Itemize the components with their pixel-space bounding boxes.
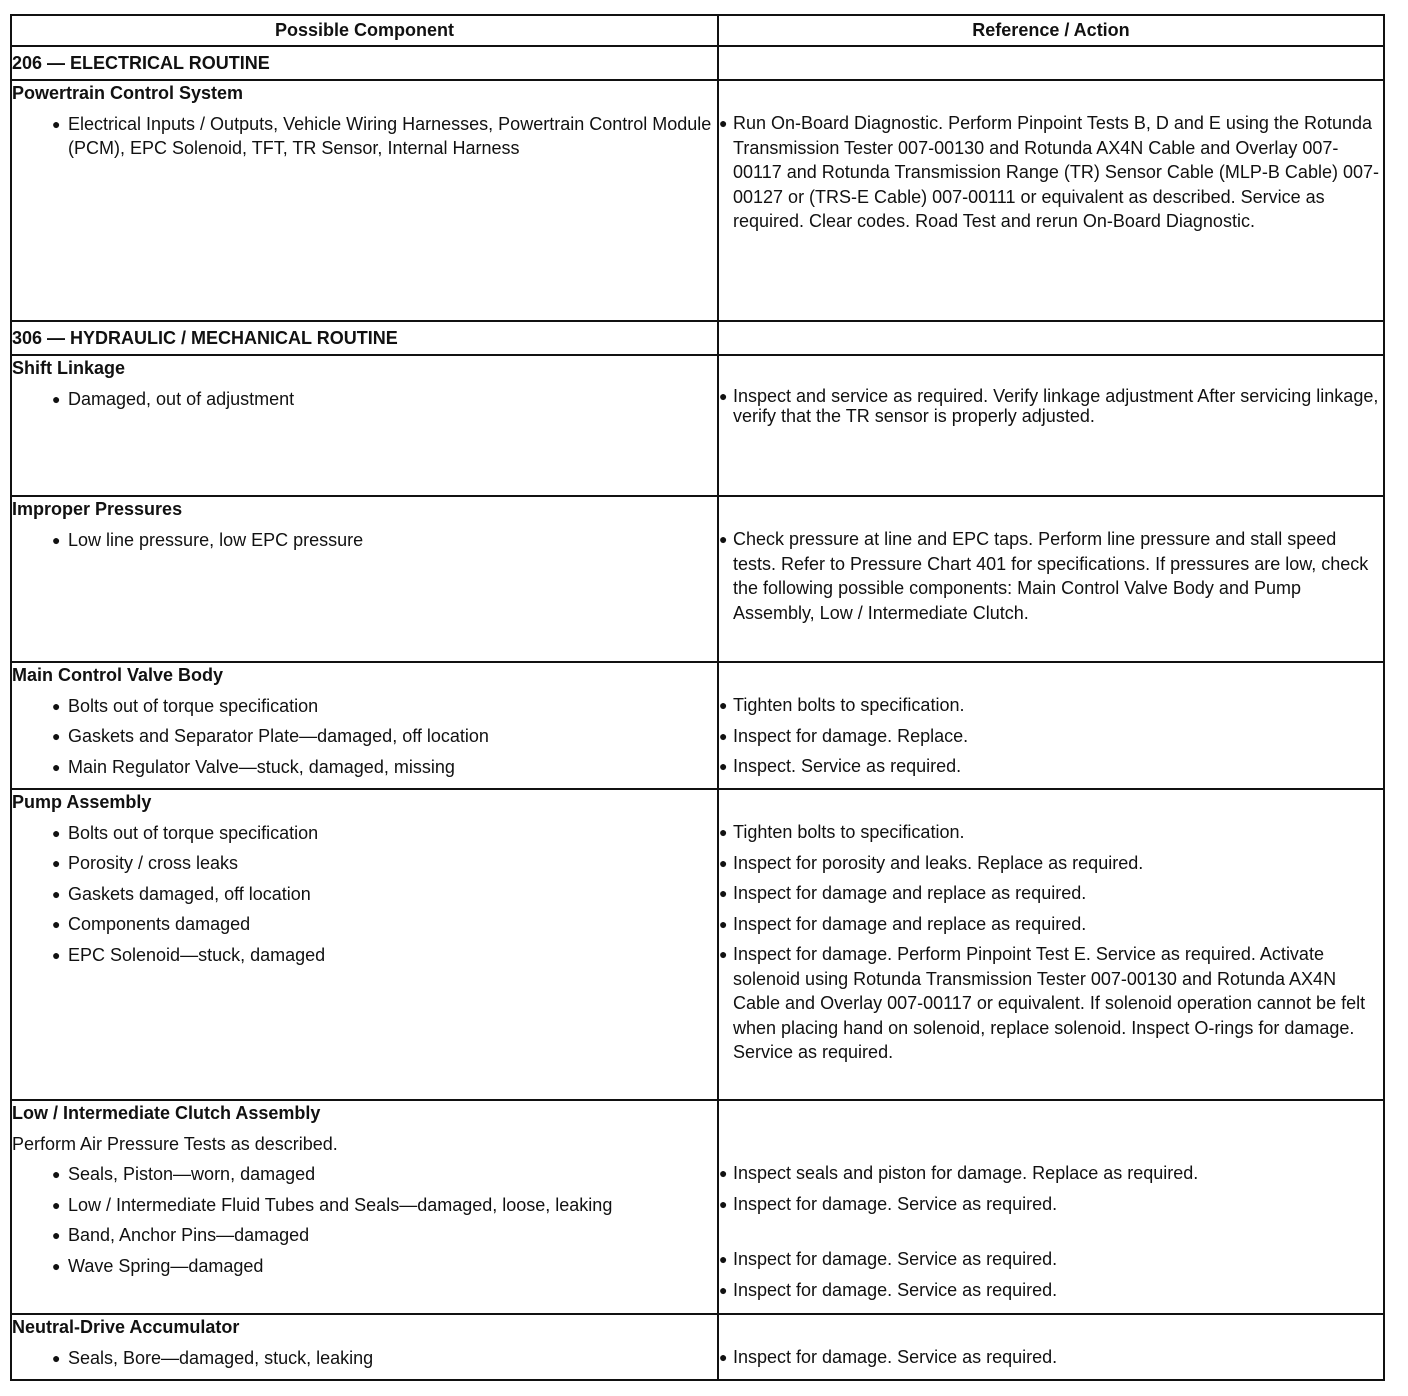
component-item: ● Damaged, out of adjustment	[12, 387, 717, 412]
component-cell	[11, 789, 718, 1100]
section-row-electrical	[11, 46, 1384, 80]
section-title: 206 — ELECTRICAL ROUTINE	[11, 46, 718, 80]
action-item: ● Inspect for damage. Service as required.	[719, 1192, 1383, 1217]
action-item: ● Inspect. Service as required.	[719, 754, 1383, 779]
group-title: Low / Intermediate Clutch Assembly	[12, 1103, 321, 1123]
diagnosis-table	[10, 14, 1385, 1381]
component-item: ● Bolts out of torque specification	[12, 694, 717, 719]
action-item: ● Inspect seals and piston for damage. Replace as required.	[719, 1161, 1383, 1186]
group-title: Main Control Valve Body	[12, 665, 224, 685]
group-title: Pump Assembly	[12, 792, 152, 812]
component-item: ● Bolts out of torque specification	[12, 821, 717, 846]
group-row-powertrain-control-system	[11, 80, 1384, 321]
component-item: ● Seals, Piston—worn, damaged	[12, 1162, 717, 1187]
component-cell	[11, 496, 718, 662]
section-blank-cell	[718, 46, 1384, 80]
component-cell	[11, 1314, 718, 1380]
action-item: ● Inspect for damage and replace as required.	[719, 881, 1383, 906]
action-item: ● Inspect for porosity and leaks. Replace as required.	[719, 851, 1383, 876]
group-row-neutral-drive-accumulator	[11, 1314, 1384, 1380]
component-item: ● EPC Solenoid—stuck, damaged	[12, 943, 717, 968]
section-blank-cell	[718, 321, 1384, 355]
action-cell	[718, 789, 1384, 1100]
group-title: Powertrain Control System	[12, 83, 244, 103]
action-item: ● Inspect for damage and replace as required.	[719, 912, 1383, 937]
action-item: ● Inspect and service as required. Verify linkage adjustment After servicing linkage, verify that the TR sensor is properly adjusted.	[719, 386, 1383, 426]
component-item: ● Low / Intermediate Fluid Tubes and Seals—damaged, loose, leaking	[12, 1193, 717, 1218]
action-item: ● Inspect for damage. Service as required.	[719, 1278, 1383, 1303]
component-cell	[11, 662, 718, 789]
group-row-main-control-valve-body	[11, 662, 1384, 789]
action-spacer	[719, 1315, 1383, 1345]
component-cell	[11, 355, 718, 496]
action-spacer	[719, 497, 1383, 527]
component-item: ● Low line pressure, low EPC pressure	[12, 528, 717, 553]
component-item: ● Porosity / cross leaks	[12, 851, 717, 876]
header-row	[11, 15, 1384, 46]
action-spacer	[719, 356, 1383, 386]
group-note: Perform Air Pressure Tests as described.	[12, 1133, 338, 1154]
group-row-low-intermediate-clutch	[11, 1100, 1384, 1314]
component-item: ● Main Regulator Valve—stuck, damaged, missing	[12, 755, 717, 780]
action-spacer	[719, 81, 1383, 111]
component-item: ● Electrical Inputs / Outputs, Vehicle Wiring Harnesses, Powertrain Control Module (PCM), EPC Solenoid, TFT, TR Sensor, Internal Harness	[12, 112, 717, 161]
action-item: ● Inspect for damage. Service as required.	[719, 1345, 1383, 1370]
group-title: Improper Pressures	[12, 499, 183, 519]
group-title: Neutral-Drive Accumulator	[12, 1317, 240, 1337]
action-cell	[718, 355, 1384, 496]
action-item: ● Tighten bolts to specification.	[719, 693, 1383, 718]
action-spacer	[719, 790, 1383, 820]
component-cell	[11, 80, 718, 321]
action-item: ● Inspect for damage. Service as required.	[719, 1247, 1383, 1272]
action-cell	[718, 1314, 1384, 1380]
action-spacer	[719, 1101, 1383, 1161]
component-item: ● Band, Anchor Pins—damaged	[12, 1223, 717, 1248]
action-item: ● Check pressure at line and EPC taps. Perform line pressure and stall speed tests. Refer to Pressure Chart 401 for specifications. If pressures are low, check the following possible components: Main Control Valve Body and Pump Assembly, Low / Intermediate Clutch.	[719, 527, 1383, 625]
group-row-shift-linkage	[11, 355, 1384, 496]
action-item: ● Tighten bolts to specification.	[719, 820, 1383, 845]
action-item: ● Inspect for damage. Replace.	[719, 724, 1383, 749]
component-item: ● Gaskets damaged, off location	[12, 882, 717, 907]
action-cell	[718, 496, 1384, 662]
component-cell	[11, 1100, 718, 1314]
component-item: ● Components damaged	[12, 912, 717, 937]
header-possible-component: Possible Component	[11, 15, 718, 46]
group-row-pump-assembly	[11, 789, 1384, 1100]
section-row-hydraulic-mechanical	[11, 321, 1384, 355]
section-title: 306 — HYDRAULIC / MECHANICAL ROUTINE	[11, 321, 718, 355]
group-row-improper-pressures	[11, 496, 1384, 662]
header-reference-action: Reference / Action	[718, 15, 1384, 46]
action-cell	[718, 80, 1384, 321]
action-item: ● Inspect for damage. Perform Pinpoint Test E. Service as required. Activate solenoid using Rotunda Transmission Tester 007-00130 and Rotunda AX4N Cable and Overlay 007-00117 or equivalent. If solenoid operation cannot be felt when placing hand on solenoid, replace solenoid. Inspect O-rings for damage. Service as required.	[719, 942, 1383, 1065]
action-cell	[718, 1100, 1384, 1314]
component-item: ● Seals, Bore—damaged, stuck, leaking	[12, 1346, 717, 1371]
action-item: ● Run On-Board Diagnostic. Perform Pinpoint Tests B, D and E using the Rotunda Transmission Tester 007-00130 and Rotunda AX4N Cable and Overlay 007-00117 and Rotunda Transmission Range (TR) Sensor Cable (MLP-B Cable) 007-00127 or (TRS-E Cable) 007-00111 or equivalent as described. Service as required. Clear codes. Road Test and rerun On-Board Diagnostic.	[719, 111, 1383, 234]
group-title: Shift Linkage	[12, 358, 126, 378]
action-cell	[718, 662, 1384, 789]
component-item: ● Wave Spring—damaged	[12, 1254, 717, 1279]
action-spacer	[719, 663, 1383, 693]
component-item: ● Gaskets and Separator Plate—damaged, off location	[12, 724, 717, 749]
